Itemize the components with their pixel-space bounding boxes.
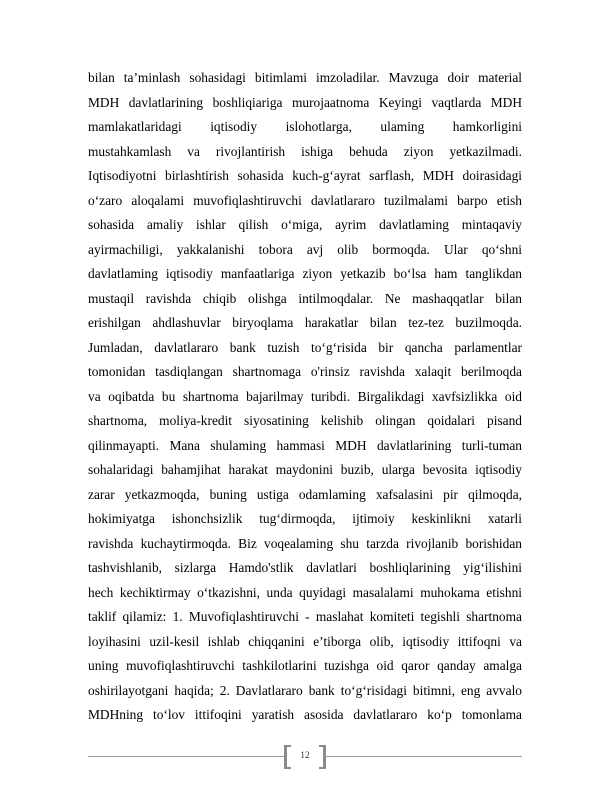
text-line: sohalaridagi bahamjihat harakat maydonini buzib, ularga bevosita iqtisodiy	[88, 462, 522, 477]
text-line: taklif qilamiz: 1. Muvofiqlashtiruvchi - maslahat komiteti tegishli shartnoma	[88, 609, 522, 624]
footer-rule-left	[88, 756, 284, 757]
text-line: bilan ta’minlash sohasidagi bitimlami imzoladilar. Mavzuga doir material	[88, 70, 522, 85]
text-line: MDHning to‘lov ittifoqini yaratish asosida davlatlararo ko‘p tomonlama	[88, 707, 522, 722]
text-line: sohasida amaliy ishlar qilish o‘miga, ayrim davlatlaming mintaqaviy	[88, 217, 522, 232]
document-body	[88, 66, 522, 728]
text-line: zarar yetkazmoqda, buning ustiga odamlaming xafsalasini pir qilmoqda,	[88, 486, 522, 502]
page-footer	[88, 743, 522, 771]
text-line: tashvishlanib, sizlarga Hamdo'stlik davlatlari boshliqlarining yig‘ilishini	[88, 560, 522, 575]
text-line: va oqibatda bu shartnoma bajarilmay turibdi. Birgalikdagi xavfsizlikka oid	[88, 388, 522, 404]
text-line: ravishda kuchaytirmoqda. Biz voqealaming shu tarzda rivojlanib borishidan	[88, 535, 522, 551]
text-line: erishilgan ahdlashuvlar biryoqlama harakatlar bilan tez-tez buzilmoqda.	[88, 315, 522, 330]
bracket-right-icon	[319, 745, 326, 769]
text-line: mustaqil ravishda chiqib olishga intilmoqdalar. Ne mashaqqatlar bilan	[88, 290, 522, 306]
text-line: shartnoma, moliya-kredit siyosatining kelishib olingan qoidalari pisand	[88, 413, 522, 428]
page-number: 12	[300, 751, 310, 761]
text-line: qilinmayapti. Mana shulaming hammasi MDH davlatlarining turli-tuman	[88, 437, 522, 453]
page-number-box	[284, 743, 326, 769]
text-line: Iqtisodiyotni birlashtirish sohasida kuch-g‘ayrat sarflash, MDH doirasidagi	[88, 168, 522, 183]
text-line: mamlakatlaridagi iqtisodiy islohotlarga, ulaming hamkorligini	[88, 119, 522, 134]
text-line: mustahkamlash va rivojlantirish ishiga behuda ziyon yetkazilmadi.	[88, 143, 522, 159]
text-line: uning muvofiqlashtiruvchi tashkilotlarini tuzishga oid qaror qanday amalga	[88, 658, 522, 673]
text-line: tomonidan tasdiqlangan shartnomaga o'rinsiz ravishda xalaqit berilmoqda	[88, 364, 522, 379]
text-line: ayirmachiligi, yakkalanishi tobora avj olib bormoqda. Ular qo‘shni	[88, 241, 522, 257]
text-line: o‘zaro aloqalami muvofiqlashtiruvchi davlatlararo tuzilmalami barpo etish	[88, 192, 522, 208]
text-line: davlatlaming iqtisodiy manfaatlariga ziyon yetkazib bo‘lsa ham tanglikdan	[88, 266, 522, 281]
text-line: hech kechiktirmay o‘tkazishni, unda quyidagi masalalami muhokama etishni	[88, 584, 522, 600]
text-line: loyihasini uzil-kesil ishlab chiqqanini e’tiborga olib, iqtisodiy ittifoqni va	[88, 633, 522, 649]
text-line: MDH davlatlarining boshliqiariga murojaatnoma Keyingi vaqtlarda MDH	[88, 94, 522, 110]
bracket-left-icon	[284, 745, 291, 769]
text-line: Jumladan, davlatlararo bank tuzish to‘g‘risida bir qancha parlamentlar	[88, 339, 522, 355]
footer-rule-right	[326, 756, 522, 757]
text-line: hokimiyatga ishonchsizlik tug‘dirmoqda, ijtimoiy keskinlikni xatarli	[88, 511, 522, 526]
text-line: oshirilayotgani haqida; 2. Davlatlararo bank to‘g‘risidagi bitimni, eng avvalo	[88, 682, 522, 698]
